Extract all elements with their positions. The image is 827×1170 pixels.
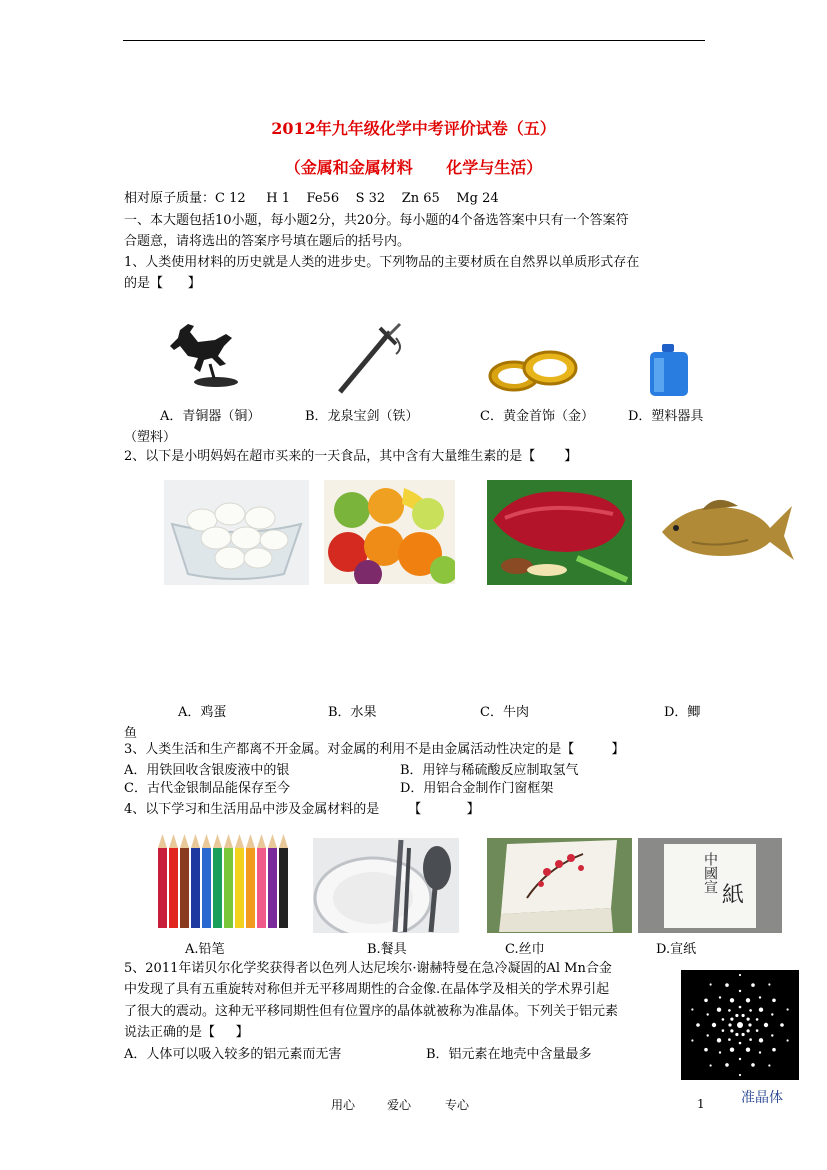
xuan-paper-image <box>638 838 782 933</box>
diffraction-spot <box>707 1034 709 1036</box>
diffraction-spot <box>749 1038 752 1041</box>
q5-line-2: 中发现了具有五重旋转对称但并无平移周期性的合金像.在晶体学及相关的学术界引起 <box>124 982 610 997</box>
diffraction-spot <box>725 983 729 987</box>
diffraction-spot <box>759 1008 763 1012</box>
page-subtitle: （金属和金属材料 化学与生活） <box>284 158 543 177</box>
diffraction-spot <box>787 1039 789 1041</box>
diffraction-spot <box>730 1029 733 1032</box>
q4-option-a: A.铅笔 <box>185 942 225 957</box>
q4-option-b: B.餐具 <box>367 942 407 957</box>
diffraction-spot <box>719 1051 721 1053</box>
q1-option-c: C．黄金首饰（金） <box>480 409 594 424</box>
q5-line-4: 说法正确的是【 】 <box>124 1025 249 1040</box>
footer-motto-1: 用心 <box>331 1098 356 1112</box>
diffraction-spot <box>739 1006 742 1009</box>
q1-option-d-wrap: （塑料） <box>124 430 177 445</box>
diffraction-spot <box>747 1018 750 1021</box>
gold-jewelry-image <box>488 346 578 394</box>
beef-image <box>487 480 632 585</box>
diffraction-spot <box>771 1013 773 1015</box>
paper-label-line-1: 中國宣 <box>702 852 718 894</box>
diffraction-spot <box>742 1014 745 1017</box>
diffraction-spot <box>768 983 770 985</box>
diffraction-spot <box>749 1009 752 1012</box>
q5-line-1: 5、2011年诺贝尔化学奖获得者以色列人达尼埃尔·谢赫特曼在急冷凝固的Al Mn合金 <box>124 961 612 976</box>
q3-option-d: D．用铝合金制作门窗框架 <box>400 781 554 796</box>
silk-scarf-image <box>487 838 632 933</box>
pencils-image <box>154 834 294 931</box>
diffraction-spot <box>768 1064 770 1066</box>
diffraction-spot <box>751 983 755 987</box>
diffraction-spot <box>728 1023 731 1026</box>
diffraction-spot <box>719 996 721 998</box>
q1-stem-line-1: 1、人类使用材料的历史就是人类的进步史。下列物品的主要材质在自然界以单质形式存在 <box>124 255 640 270</box>
q3-option-b: B．用锌与稀硫酸反应制取氢气 <box>400 763 579 778</box>
diffraction-spot <box>771 1034 773 1036</box>
diffraction-spot <box>735 1033 738 1036</box>
diffraction-spot <box>780 1023 784 1027</box>
q3-option-a: A．用铁回收含银废液中的银 <box>124 763 290 778</box>
q3-stem: 3、人类生活和生产都离不开金属。对金属的利用不是由金属活动性决定的是【 】 <box>124 742 625 757</box>
paper-label-line-2: 紙 <box>722 883 745 908</box>
diffraction-spot <box>739 974 741 976</box>
instructions-line-1: 一、本大题包括10小题，每小题2分，共20分。每小题的4个备选答案中只有一个答案符 <box>124 213 629 228</box>
q5-option-b: B．铝元素在地壳中含量最多 <box>426 1047 592 1062</box>
q4-option-c: C.丝巾 <box>505 942 545 957</box>
diffraction-spot <box>717 1038 721 1042</box>
diffraction-spot <box>712 1023 716 1027</box>
diffraction-spot <box>764 1023 768 1027</box>
footer-motto-3: 专心 <box>445 1098 470 1112</box>
diffraction-spot <box>730 1018 733 1021</box>
q1-option-d: D．塑料器具 <box>628 409 704 424</box>
diffraction-spot <box>691 1008 693 1010</box>
page-title: 2012年九年级化学中考评价试卷（五） <box>271 119 556 138</box>
diffraction-spot <box>735 1014 738 1017</box>
diffraction-spot <box>759 1051 761 1053</box>
diffraction-spot <box>739 1042 742 1045</box>
diffraction-spot <box>696 1023 700 1027</box>
diffraction-spot <box>759 996 761 998</box>
page-number: 1 <box>697 1097 705 1111</box>
diffraction-spot <box>787 1008 789 1010</box>
diffraction-spot <box>747 1029 750 1032</box>
q2-option-d: D．鲫 <box>664 705 701 720</box>
diffraction-spot <box>730 1048 734 1052</box>
atomic-mass-line: 相对原子质量：C 12 H 1 Fe56 S 32 Zn 65 Mg 24 <box>124 191 499 206</box>
q3-option-c: C．古代金银制品能保存至今 <box>124 781 290 796</box>
diffraction-center-spot <box>737 1022 743 1028</box>
diffraction-spot <box>728 1009 731 1012</box>
diffraction-spot <box>717 1008 721 1012</box>
diffraction-spot <box>739 1058 741 1060</box>
diffraction-spot <box>772 999 776 1003</box>
q2-option-a: A．鸡蛋 <box>178 705 227 720</box>
q2-option-c: C．牛肉 <box>480 705 529 720</box>
diffraction-spot <box>742 1033 745 1036</box>
diffraction-spot <box>739 1074 741 1076</box>
diffraction-spot <box>704 999 708 1003</box>
q2-option-d-wrap: 鱼 <box>124 726 138 741</box>
diffraction-spot <box>707 1013 709 1015</box>
instructions-line-2: 合题意，请将选出的答案序号填在题后的括号内。 <box>124 234 411 249</box>
q2-option-b: B．水果 <box>328 705 377 720</box>
diffraction-spot <box>746 998 750 1002</box>
diffraction-spot <box>691 1039 693 1041</box>
diffraction-spot <box>730 998 734 1002</box>
q1-stem-line-2: 的是【 】 <box>124 276 201 291</box>
diffraction-spot <box>722 1018 725 1021</box>
bronze-horse-image <box>160 316 240 392</box>
diffraction-spot <box>704 1048 708 1052</box>
q4-option-d: D.宣纸 <box>656 942 697 957</box>
quasicrystal-caption: 准晶体 <box>741 1090 783 1106</box>
fish-image <box>652 480 795 585</box>
tableware-image <box>313 838 459 933</box>
diffraction-spot <box>725 1063 729 1067</box>
diffraction-spot <box>756 1018 759 1021</box>
footer-motto-2: 爱心 <box>387 1098 412 1112</box>
q5-line-3: 了很大的震动。这种无平移同期性但有位置序的晶体就被称为准晶体。下列关于铝元素 <box>124 1004 619 1019</box>
diffraction-spot <box>722 1029 725 1032</box>
diffraction-spot <box>728 1038 731 1041</box>
diffraction-spot <box>748 1023 751 1026</box>
diffraction-spot <box>710 1064 712 1066</box>
diffraction-spot <box>710 983 712 985</box>
diffraction-spot <box>739 990 741 992</box>
diffraction-spot <box>756 1029 759 1032</box>
q5-option-a: A．人体可以吸入较多的铝元素而无害 <box>124 1047 342 1062</box>
q1-option-a: A．青铜器（铜） <box>160 409 261 424</box>
quasicrystal-image <box>681 970 799 1080</box>
diffraction-spot <box>759 1038 763 1042</box>
fruits-image <box>324 480 455 584</box>
plastic-container-image <box>648 344 690 396</box>
sword-image <box>330 318 410 398</box>
q4-stem: 4、以下学习和生活用品中涉及金属材料的是 【 】 <box>124 802 480 817</box>
eggs-image <box>164 480 309 585</box>
header-rule <box>123 40 705 41</box>
diffraction-spot <box>772 1048 776 1052</box>
diffraction-spot <box>751 1063 755 1067</box>
q1-option-b: B．龙泉宝剑（铁） <box>305 409 419 424</box>
q2-stem: 2、以下是小明妈妈在超市买来的一天食品，其中含有大量维生素的是【 】 <box>124 449 578 464</box>
diffraction-spot <box>746 1048 750 1052</box>
